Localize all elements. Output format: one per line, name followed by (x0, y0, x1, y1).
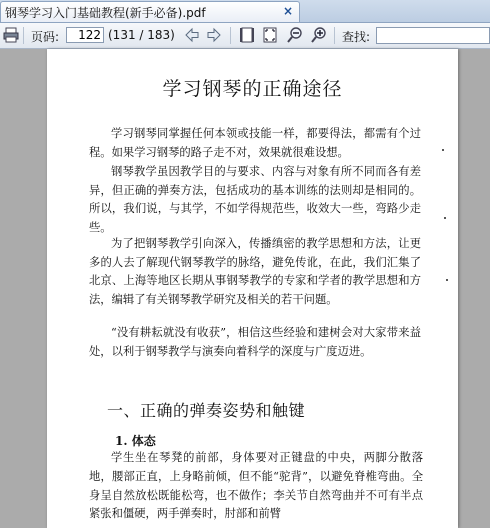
paragraph-text: 钢琴教学虽因教学目的与要求、内容与对象有所不同而各有差异，但正确的弹奏方法，包括成功的基本训练的法则却是相同的。所以，我们说，与其学，不如学得规范些，收效大一些，弯路少走些。 (89, 165, 421, 235)
scan-speck (444, 217, 446, 219)
tab-strip (0, 0, 490, 23)
search-input[interactable] (376, 27, 490, 44)
toolbar-separator (334, 27, 335, 44)
paragraph-text: “没有耕耘就没有收获”，相信这些经验和建树会对大家带来益处，以利于钢琴教学与演奏向着科学的深度与广度迈进。 (89, 326, 421, 358)
zoom-in-icon[interactable] (310, 26, 328, 44)
tab-title: 钢琴学习入门基础教程(新手必备).pdf (5, 6, 206, 20)
fit-width-icon[interactable] (238, 26, 256, 44)
page-label: 页码: (31, 30, 60, 44)
close-tab-icon[interactable]: × (283, 4, 294, 18)
pdf-page (47, 49, 458, 528)
paragraph-2 (89, 163, 421, 238)
paragraph-3 (89, 235, 421, 310)
toolbar (0, 23, 490, 49)
document-title: 学习钢琴的正确途径 (162, 78, 343, 100)
toolbar-separator (230, 27, 231, 44)
page-number-input[interactable]: 122 (66, 27, 104, 43)
search-label: 查找: (342, 30, 371, 44)
document-tab[interactable] (0, 1, 300, 22)
paragraph-4 (89, 324, 421, 361)
zoom-out-icon[interactable] (286, 26, 304, 44)
scan-speck (442, 149, 444, 151)
paragraph-text: 学生坐在琴凳的前部，身体要对正键盘的中央，两脚分散落地，腰部正直，上身略前倾，但不能“驼背”，以避免脊椎弯曲。全身呈自然放松既能松弯，也不做作；李关节自然弯曲并不可有半点紧张和僵硬，两手弹奏时，肘部和前臂 (89, 451, 423, 521)
print-icon[interactable] (2, 26, 20, 44)
page-count: (131 / 183) (108, 28, 175, 42)
scan-speck (446, 279, 448, 281)
subsection-heading: 1. 体态 (115, 434, 156, 448)
toolbar-separator (23, 27, 24, 44)
next-page-icon[interactable] (205, 26, 223, 44)
fit-page-icon[interactable] (261, 26, 279, 44)
paragraph-1 (89, 125, 421, 162)
section-heading: 一、正确的弹奏姿势和触键 (107, 401, 306, 420)
prev-page-icon[interactable] (183, 26, 201, 44)
paragraph-5 (89, 449, 423, 524)
paragraph-text: 学习钢琴同掌握任何本领或技能一样，都要得法，都需有个过程。如果学习钢琴的路子走不对，效果就很难设想。 (89, 127, 421, 159)
paragraph-text: 为了把钢琴教学引向深入，传播缜密的教学思想和方法，让更多的人去了解现代钢琴教学的脉络，避免传讹，在此，我们汇集了北京、上海等地区长期从事钢琴教学的专家和学者的教学思想和方法，编辑了有关钢琴教学研究及相关的若干问题。 (89, 237, 421, 307)
